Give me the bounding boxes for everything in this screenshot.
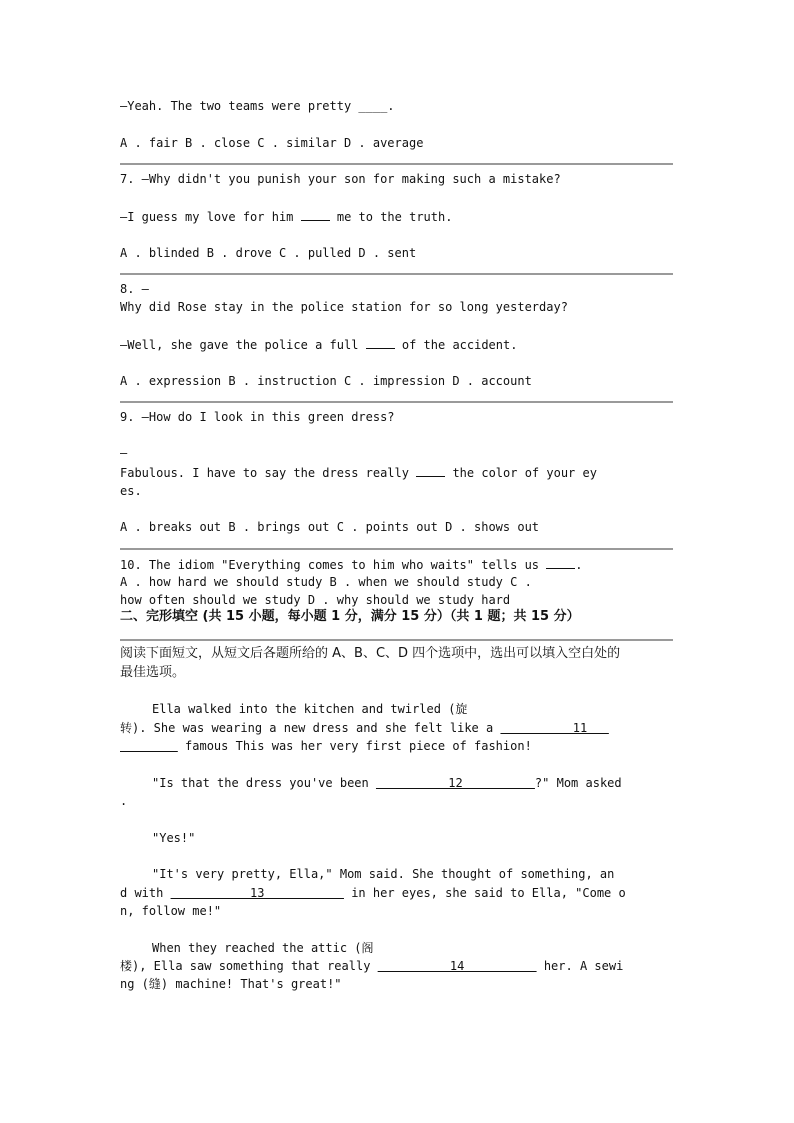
- passage-p4-line2: [120, 885, 673, 901]
- passage-p4-line3: n, follow me!": [120, 904, 222, 918]
- blank-13: 13: [170, 886, 344, 900]
- q9-answer-blank: [416, 464, 445, 477]
- q10-options-line2: how often should we study D . why should we study hard: [120, 593, 511, 607]
- blank-11-continued: [120, 739, 178, 753]
- q7-reply-start: —I guess my love for him: [120, 210, 301, 224]
- q9-reply-end: the color of your ey: [445, 466, 597, 480]
- q9-stem: 9. —How do I look in this green dress?: [120, 410, 395, 424]
- passage-p4-text-end: in her eyes, she said to Ella, "Come o: [343, 886, 626, 900]
- passage-p1-line1: Ella walked into the kitchen and twirled (旋: [152, 702, 468, 716]
- q10-stem: [120, 556, 673, 573]
- q8-answer-blank: [366, 336, 395, 349]
- q9-options: A . breaks out B . brings out C . points out D . shows out: [120, 520, 540, 534]
- section-title: 二、完形填空 (共 15 小题，每小题 1 分，满分 15 分）（共 1 题；共 15 分）: [120, 609, 580, 624]
- divider: [120, 401, 673, 403]
- passage-p2-text-end: ?" Mom asked: [534, 776, 622, 790]
- passage-p2-line2: .: [120, 794, 128, 808]
- q9-dash: —: [120, 446, 128, 460]
- section-instruction-line2: 最佳选项。: [120, 665, 186, 680]
- q9-reply: [120, 464, 673, 481]
- passage-p5-text-end: her. A sewi: [536, 959, 624, 973]
- q6-options: A . fair B . close C . similar D . average: [120, 136, 424, 150]
- q7-reply: [120, 208, 673, 225]
- passage-p5-line2: [120, 958, 673, 974]
- passage-p5-text: 楼), Ella saw something that really: [120, 959, 378, 973]
- q7-answer-blank: [301, 208, 330, 221]
- passage-p4-text: d with: [120, 886, 171, 900]
- q9-reply-start: Fabulous. I have to say the dress really: [120, 466, 417, 480]
- divider: [120, 639, 673, 641]
- q10-stem-text: 10. The idiom "Everything comes to him who waits" tells us: [120, 558, 547, 572]
- divider: [120, 273, 673, 275]
- q9-reply-wrap: es.: [120, 484, 142, 498]
- passage-p1-line3: [120, 738, 673, 754]
- q7-stem: 7. —Why didn't you punish your son for making such a mistake?: [120, 172, 561, 186]
- passage-p3: "Yes!": [152, 831, 196, 845]
- q7-reply-end: me to the truth.: [329, 210, 453, 224]
- passage-p2-text: "Is that the dress you've been: [152, 776, 376, 790]
- passage-p5-line3: ng (缝) machine! That's great!": [120, 977, 342, 991]
- q10-answer-blank: [546, 556, 575, 569]
- passage-p1-line2: [120, 720, 673, 736]
- q10-options-line1: A . how hard we should study B . when we should study C .: [120, 575, 532, 589]
- passage-p4-line1: "It's very pretty, Ella," Mom said. She thought of something, an: [152, 867, 615, 881]
- blank-12: 12: [375, 776, 535, 790]
- passage-p1-text: 转). She was wearing a new dress and she felt like a: [120, 721, 501, 735]
- q8-stem: Why did Rose stay in the police station for so long yesterday?: [120, 300, 568, 314]
- q8-reply-end: of the accident.: [394, 338, 518, 352]
- divider: [120, 548, 673, 550]
- q8-reply-start: —Well, she gave the police a full: [120, 338, 366, 352]
- passage-p1-text-end: famous This was her very first piece of fashion!: [177, 739, 532, 753]
- q7-options: A . blinded B . drove C . pulled D . sent: [120, 246, 417, 260]
- q8-number: 8. —: [120, 282, 149, 296]
- q6-reply-line: —Yeah. The two teams were pretty ____.: [120, 99, 395, 113]
- q8-reply: [120, 336, 673, 353]
- blank-11: 11: [500, 721, 609, 735]
- section-instruction-line1: 阅读下面短文，从短文后各题所给的 A、B、C、D 四个选项中，选出可以填入空白处的: [120, 646, 621, 661]
- passage-p2-line1: [152, 775, 673, 791]
- passage-p5-line1: When they reached the attic (阁: [152, 941, 374, 955]
- q10-stem-end: .: [575, 558, 583, 572]
- q8-options: A . expression B . instruction C . impression D . account: [120, 374, 532, 388]
- divider: [120, 163, 673, 165]
- blank-14: 14: [377, 959, 537, 973]
